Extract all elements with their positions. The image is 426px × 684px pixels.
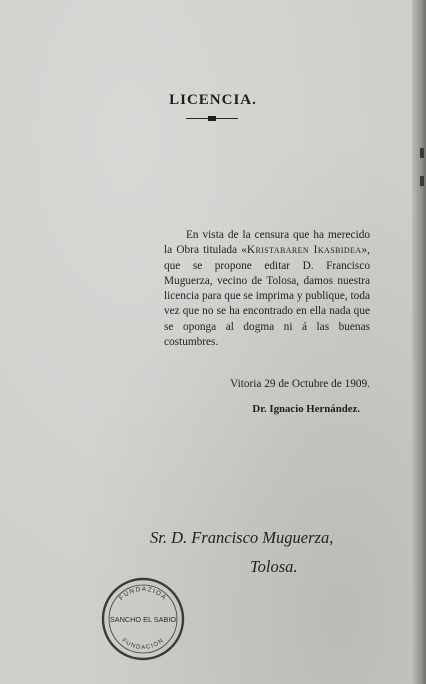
svg-text:FUNDAZIOA [118, 586, 168, 602]
addressee-city: Tolosa. [250, 557, 298, 576]
license-text-start: En vista de la censura que ha merecido la Obra titulada « [164, 229, 370, 257]
stamp-bottom-text: FUNDACIÓN [120, 637, 166, 652]
library-stamp [98, 574, 188, 664]
stamp-center-text: SANCHO EL SABIO [109, 615, 177, 624]
page-title: LICENCIA. [169, 92, 257, 108]
spine-mark [420, 176, 424, 186]
license-text-end: », que se propone editar D. Francisco Muguerza, vecino de Tolosa, damos nuestra licencia para que se imprima y publique, toda vez que no se ha encontrado en ella nada que se oponga al dogma ni á las buenas costumbres. [164, 244, 370, 349]
stamp-top-text: FUNDAZIOA [118, 585, 168, 602]
spine-mark [420, 148, 424, 158]
license-body [164, 228, 370, 350]
signature: Dr. Ignacio Hernández. [252, 403, 360, 415]
work-title: Kristabaren Ikasbidea [246, 244, 362, 257]
addressee-name: Sr. D. Francisco Muguerza, [150, 528, 334, 547]
license-paragraph [164, 228, 370, 350]
title-divider-ornament [208, 116, 216, 121]
dateline: Vitoria 29 de Octubre de 1909. [230, 378, 370, 390]
